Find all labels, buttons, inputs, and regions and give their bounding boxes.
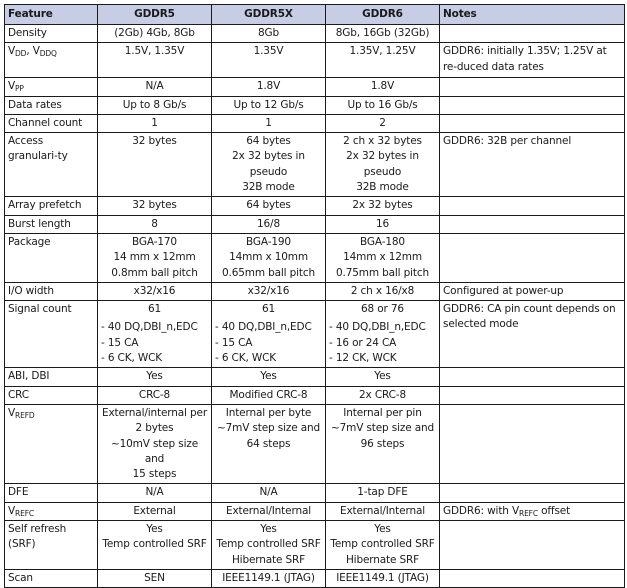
gddr5x-cell: Internal per byte ~7mV step size and 64 steps — [212, 404, 326, 483]
notes-cell: GDDR6: initially 1.35V; 1.25V at re-duced data rates — [440, 43, 625, 78]
notes-cell — [440, 386, 625, 404]
feature-cell: Access granulari-ty — [5, 133, 98, 197]
gddr5x-cell: 64 bytes 2x 32 bytes in pseudo 32B mode — [212, 133, 326, 197]
header-gddr6: GDDR6 — [326, 5, 440, 25]
feature-cell: ABI, DBI — [5, 368, 98, 386]
table-row-signal-count — [5, 301, 625, 368]
gddr5-cell: SEN — [98, 569, 212, 587]
feature-cell: Density — [5, 25, 98, 43]
gddr5-cell: Up to 8 Gb/s — [98, 96, 212, 114]
table-row-dfe — [5, 484, 625, 502]
notes-cell: GDDR6: 32B per channel — [440, 133, 625, 197]
gddr6-cell: IEEE1149.1 (JTAG) — [326, 569, 440, 587]
gddr6-cell: 1.35V, 1.25V — [326, 43, 440, 78]
table-row-io-width — [5, 282, 625, 300]
gddr5-cell: 1 — [98, 114, 212, 132]
gddr5-cell: N/A — [98, 484, 212, 502]
gddr5-cell: 61 - 40 DQ,DBI_n,EDC - 15 CA - 6 CK, WCK — [98, 301, 212, 368]
gddr5-cell: (2Gb) 4Gb, 8Gb — [98, 25, 212, 43]
gddr6-cell: External/Internal — [326, 502, 440, 520]
gddr5-cell: External — [98, 502, 212, 520]
gddr5x-cell: BGA-190 14mm x 10mm 0.65mm ball pitch — [212, 233, 326, 282]
gddr5x-cell: 1.8V — [212, 78, 326, 96]
gddr5-cell: 1.5V, 1.35V — [98, 43, 212, 78]
gddr5x-cell: N/A — [212, 484, 326, 502]
table-row-data-rates — [5, 96, 625, 114]
gddr5x-cell: 1.35V — [212, 43, 326, 78]
gddr5-cell: 32 bytes — [98, 133, 212, 197]
header-row — [5, 5, 625, 25]
gddr5x-cell: Up to 12 Gb/s — [212, 96, 326, 114]
gddr5x-cell: Yes Temp controlled SRF Hibernate SRF — [212, 521, 326, 570]
table-row-package — [5, 233, 625, 282]
table-row-array-prefetch — [5, 197, 625, 215]
table-row-vrefc — [5, 502, 625, 520]
feature-cell: $V_{DD}$, $V_{DDQ}$ — [5, 43, 98, 78]
gddr5x-cell: 64 bytes — [212, 197, 326, 215]
feature-cell: Array prefetch — [5, 197, 98, 215]
gddr5x-cell: 16/8 — [212, 215, 326, 233]
notes-cell: GDDR6: with $V_{REFC}$ offset — [440, 502, 625, 520]
header-gddr5: GDDR5 — [98, 5, 212, 25]
gddr6-cell: 2 ch x 16/x8 — [326, 282, 440, 300]
table-row-channel-count — [5, 114, 625, 132]
gddr5-cell: External/internal per 2 bytes ~10mV step size and 15 steps — [98, 404, 212, 483]
table-row-vrefd — [5, 404, 625, 483]
notes-cell — [440, 197, 625, 215]
table-row-density — [5, 25, 625, 43]
table-row-access-granularity — [5, 133, 625, 197]
gddr5-cell: x32/x16 — [98, 282, 212, 300]
gddr6-cell: Yes — [326, 368, 440, 386]
table-row-scan — [5, 569, 625, 587]
gddr6-cell: Up to 16 Gb/s — [326, 96, 440, 114]
gddr6-cell: 2 ch x 32 bytes 2x 32 bytes in pseudo 32B mode — [326, 133, 440, 197]
feature-cell: Self refresh (SRF) — [5, 521, 98, 570]
notes-cell: Configured at power-up — [440, 282, 625, 300]
gddr5-cell: 8 — [98, 215, 212, 233]
notes-cell — [440, 521, 625, 570]
gddr5-cell: BGA-170 14 mm x 12mm 0.8mm ball pitch — [98, 233, 212, 282]
feature-cell: Channel count — [5, 114, 98, 132]
header-feature: Feature — [5, 5, 98, 25]
gddr5-cell: Yes Temp controlled SRF — [98, 521, 212, 570]
notes-cell — [440, 114, 625, 132]
notes-cell — [440, 368, 625, 386]
gddr6-cell: 16 — [326, 215, 440, 233]
feature-cell: Package — [5, 233, 98, 282]
notes-cell — [440, 484, 625, 502]
feature-cell: DFE — [5, 484, 98, 502]
feature-cell: Scan — [5, 569, 98, 587]
table-row-abi-dbi — [5, 368, 625, 386]
notes-cell — [440, 569, 625, 587]
feature-cell: Data rates — [5, 96, 98, 114]
gddr5-cell: N/A — [98, 78, 212, 96]
gddr6-cell: 2x 32 bytes — [326, 197, 440, 215]
gddr6-cell: 2 — [326, 114, 440, 132]
feature-cell: Signal count — [5, 301, 98, 368]
gddr6-cell: 1.8V — [326, 78, 440, 96]
gddr6-cell: 1-tap DFE — [326, 484, 440, 502]
feature-cell: $V_{PP}$ — [5, 78, 98, 96]
header-gddr5x: GDDR5X — [212, 5, 326, 25]
gddr5-cell: 32 bytes — [98, 197, 212, 215]
table-row-burst-length — [5, 215, 625, 233]
feature-cell: CRC — [5, 386, 98, 404]
gddr5-cell: Yes — [98, 368, 212, 386]
gddr5x-cell: 1 — [212, 114, 326, 132]
gddr-comparison-table — [4, 4, 625, 588]
feature-cell: $V_{REFD}$ — [5, 404, 98, 483]
gddr6-cell: 68 or 76 - 40 DQ,DBI_n,EDC - 16 or 24 CA - 12 CK, WCK — [326, 301, 440, 368]
table-row-self-refresh — [5, 521, 625, 570]
feature-cell: I/O width — [5, 282, 98, 300]
table-row-vpp — [5, 78, 625, 96]
feature-cell: Burst length — [5, 215, 98, 233]
gddr6-cell: 2x CRC-8 — [326, 386, 440, 404]
notes-cell: GDDR6: CA pin count depends on selected mode — [440, 301, 625, 368]
notes-cell — [440, 215, 625, 233]
table-row-vdd — [5, 43, 625, 78]
gddr6-cell: Internal per pin ~7mV step size and 96 steps — [326, 404, 440, 483]
notes-cell — [440, 78, 625, 96]
gddr5x-cell: x32/x16 — [212, 282, 326, 300]
notes-cell — [440, 404, 625, 483]
gddr6-cell: 8Gb, 16Gb (32Gb) — [326, 25, 440, 43]
notes-cell — [440, 96, 625, 114]
gddr5x-cell: 8Gb — [212, 25, 326, 43]
gddr5x-cell: 61 - 40 DQ,DBI_n,EDC - 15 CA - 6 CK, WCK — [212, 301, 326, 368]
feature-cell: $V_{REFC}$ — [5, 502, 98, 520]
gddr6-cell: BGA-180 14mm x 12mm 0.75mm ball pitch — [326, 233, 440, 282]
gddr5x-cell: External/Internal — [212, 502, 326, 520]
gddr5x-cell: Yes — [212, 368, 326, 386]
table-row-crc — [5, 386, 625, 404]
gddr6-cell: Yes Temp controlled SRF Hibernate SRF — [326, 521, 440, 570]
notes-cell — [440, 233, 625, 282]
notes-cell — [440, 25, 625, 43]
gddr5x-cell: Modified CRC-8 — [212, 386, 326, 404]
gddr5-cell: CRC-8 — [98, 386, 212, 404]
gddr5x-cell: IEEE1149.1 (JTAG) — [212, 569, 326, 587]
header-notes: Notes — [440, 5, 625, 25]
